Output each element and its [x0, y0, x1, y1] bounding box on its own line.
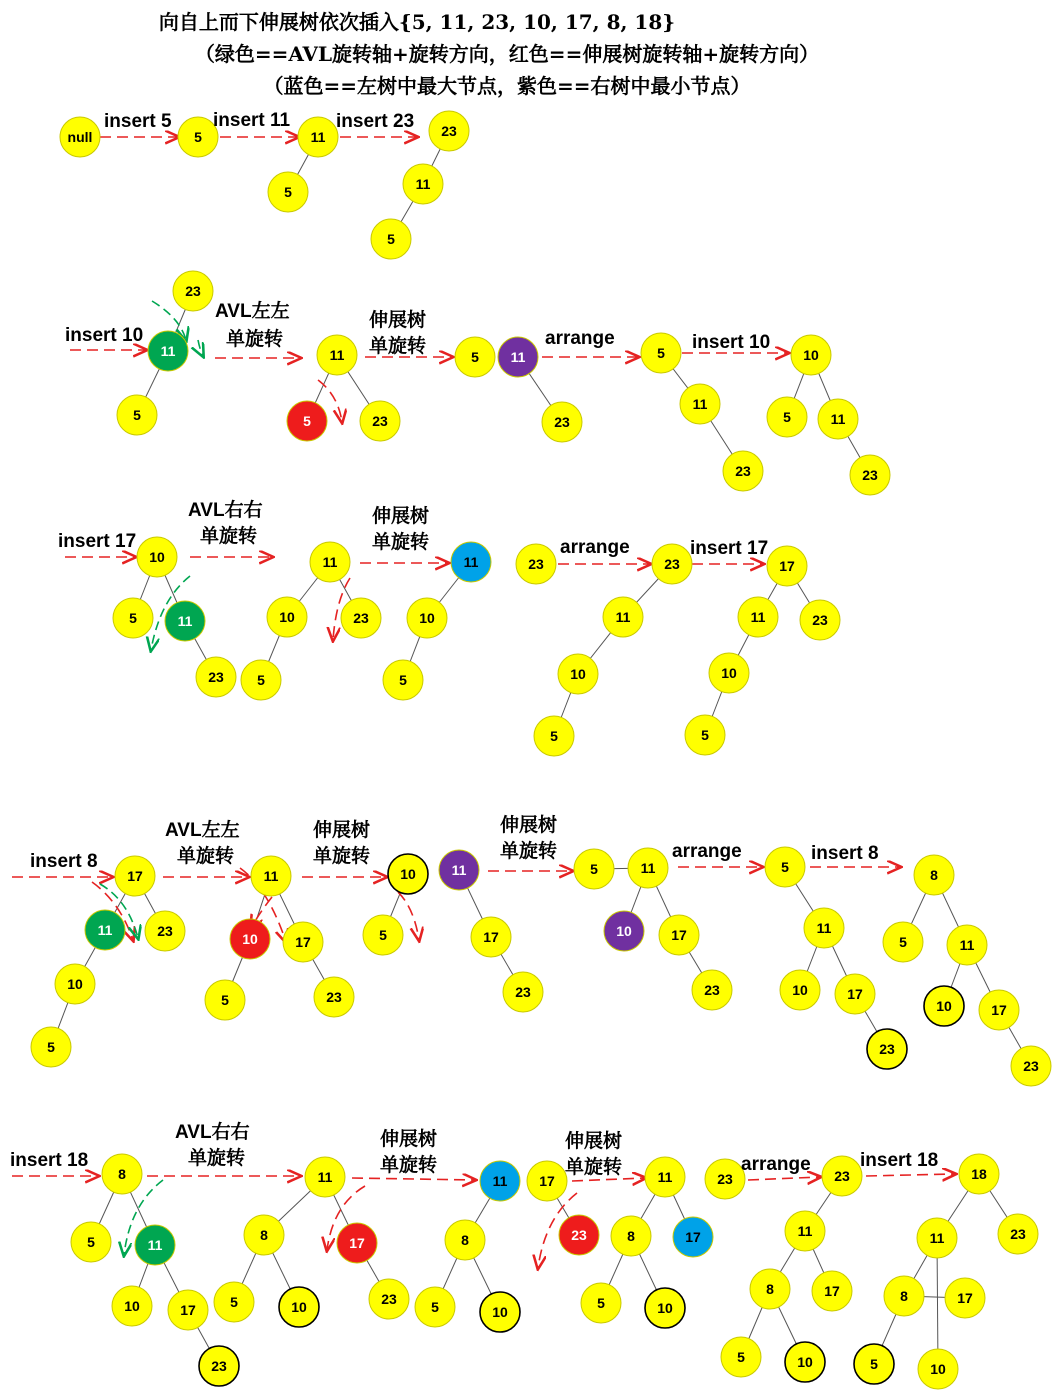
- node-value: 17: [483, 929, 499, 945]
- tree-node: [230, 919, 270, 959]
- step-label: insert 8: [811, 843, 879, 864]
- step-label: AVL左左: [165, 820, 240, 841]
- step-label: 单旋转: [380, 1155, 438, 1176]
- tree-node: [415, 1287, 455, 1327]
- node-value: 11: [959, 937, 975, 953]
- node-value: 5: [257, 672, 265, 688]
- tree-node: [137, 537, 177, 577]
- tree-node: [791, 335, 831, 375]
- node-value: 17: [991, 1002, 1007, 1018]
- tree-node: [785, 1342, 825, 1382]
- tree-node: [145, 911, 185, 951]
- node-value: 23: [879, 1041, 895, 1057]
- node-value: null: [67, 129, 93, 145]
- node-value: 5: [550, 728, 558, 744]
- step-label: 单旋转: [226, 329, 284, 350]
- step-label: insert 18: [10, 1150, 89, 1171]
- tree-node: [388, 854, 428, 894]
- node-value: 10: [657, 1300, 673, 1316]
- node-value: 10: [400, 866, 416, 882]
- node-value: 11: [322, 554, 338, 570]
- node-value: 11: [160, 343, 176, 359]
- tree-node: [581, 1283, 621, 1323]
- node-value: 23: [353, 610, 369, 626]
- node-value: 8: [461, 1232, 469, 1248]
- title-line-2: （绿色==AVL旋转轴+旋转方向，红色==伸展树旋转轴+旋转方向）: [194, 42, 820, 66]
- node-value: 10: [291, 1299, 307, 1315]
- node-value: 17: [295, 934, 311, 950]
- node-value: 23: [441, 123, 457, 139]
- node-value: 23: [381, 1291, 397, 1307]
- step-label: insert 17: [58, 531, 137, 552]
- tree-node: [542, 402, 582, 442]
- node-value: 8: [930, 867, 938, 883]
- tree-node: [628, 848, 668, 888]
- node-value: 23: [211, 1358, 227, 1374]
- node-value: 5: [899, 934, 907, 950]
- tree-node: [812, 1271, 852, 1311]
- tree-node: [917, 1218, 957, 1258]
- tree-node: [516, 544, 556, 584]
- node-value: 10: [149, 549, 165, 565]
- step-label: arrange: [672, 841, 742, 862]
- node-value: 17: [779, 558, 795, 574]
- step-label: 伸展树: [369, 310, 427, 331]
- tree-node: [692, 970, 732, 1010]
- node-value: 10: [803, 347, 819, 363]
- flow-arrow: [352, 1178, 475, 1180]
- step-label: 单旋转: [372, 532, 430, 553]
- node-value: 17: [824, 1283, 840, 1299]
- node-value: 17: [127, 868, 143, 884]
- node-value: 10: [930, 1361, 946, 1377]
- node-value: 5: [870, 1356, 878, 1372]
- step-label: arrange: [545, 328, 615, 349]
- tree-node: [244, 1215, 284, 1255]
- step-label: insert 10: [65, 325, 144, 346]
- node-value: 5: [284, 184, 292, 200]
- node-value: 11: [317, 1169, 333, 1185]
- tree-node: [85, 910, 125, 950]
- tree-node: [148, 331, 188, 371]
- node-value: 23: [372, 413, 388, 429]
- tree-node: [317, 335, 357, 375]
- node-value: 11: [797, 1223, 813, 1239]
- tree-node: [947, 925, 987, 965]
- node-value: 23: [157, 923, 173, 939]
- tree-node: [287, 401, 327, 441]
- tree-node: [360, 401, 400, 441]
- node-value: 11: [657, 1169, 673, 1185]
- node-value: 5: [129, 610, 137, 626]
- tree-node: [298, 117, 338, 157]
- tree-node: [178, 117, 218, 157]
- tree-node: [574, 849, 614, 889]
- tree-node: [503, 972, 543, 1012]
- step-label: arrange: [560, 537, 630, 558]
- node-value: 10: [616, 923, 632, 939]
- tree-node: [765, 847, 805, 887]
- node-value: 11: [451, 862, 467, 878]
- tree-node: [883, 922, 923, 962]
- flow-arrow: [748, 1177, 820, 1180]
- step-label: 单旋转: [200, 526, 258, 547]
- step-label: arrange: [741, 1154, 811, 1175]
- node-value: 11: [310, 129, 326, 145]
- node-value: 10: [124, 1298, 140, 1314]
- node-value: 5: [471, 349, 479, 365]
- tree-node: [767, 546, 807, 586]
- node-value: 10: [492, 1304, 508, 1320]
- tree-node: [480, 1292, 520, 1332]
- node-value: 11: [492, 1173, 508, 1189]
- node-value: 23: [208, 669, 224, 685]
- tree-node: [115, 856, 155, 896]
- tree-node: [268, 172, 308, 212]
- tree-node: [112, 1286, 152, 1326]
- tree-node: [645, 1288, 685, 1328]
- tree-node: [959, 1154, 999, 1194]
- node-value: 11: [692, 396, 708, 412]
- tree-node: [527, 1161, 567, 1201]
- node-value: 23: [1010, 1226, 1026, 1242]
- node-value: 23: [834, 1168, 850, 1184]
- tree-node: [168, 1290, 208, 1330]
- tree-node: [785, 1211, 825, 1251]
- tree-node: [31, 1027, 71, 1067]
- tree-node: [822, 1156, 862, 1196]
- step-label: 单旋转: [565, 1157, 623, 1178]
- tree-node: [165, 601, 205, 641]
- node-value: 11: [510, 349, 526, 365]
- node-value: 23: [554, 414, 570, 430]
- tree-node: [439, 850, 479, 890]
- tree-node: [337, 1223, 377, 1263]
- step-label: insert 23: [336, 111, 415, 132]
- tree-node: [800, 600, 840, 640]
- node-value: 23: [326, 989, 342, 1005]
- node-value: 23: [515, 984, 531, 1000]
- node-value: 18: [971, 1166, 987, 1182]
- step-label: 伸展树: [372, 506, 430, 527]
- tree-node: [214, 1282, 254, 1322]
- tree-node: [945, 1278, 985, 1318]
- node-value: 17: [957, 1290, 973, 1306]
- tree-node: [854, 1344, 894, 1384]
- tree-node: [645, 1157, 685, 1197]
- flow-arrow: [866, 1174, 955, 1176]
- node-value: 11: [830, 411, 846, 427]
- node-value: 8: [118, 1166, 126, 1182]
- tree-node: [310, 542, 350, 582]
- tree-node: [603, 597, 643, 637]
- node-value: 17: [671, 927, 687, 943]
- node-value: 8: [766, 1281, 774, 1297]
- node-value: 11: [750, 609, 766, 625]
- step-label: 伸展树: [500, 815, 558, 836]
- tree-node: [407, 598, 447, 638]
- node-value: 5: [87, 1234, 95, 1250]
- step-label: insert 10: [692, 332, 771, 353]
- tree-node: [117, 395, 157, 435]
- node-value: 23: [812, 612, 828, 628]
- tree-node: [850, 455, 890, 495]
- node-value: 5: [783, 409, 791, 425]
- node-value: 10: [279, 609, 295, 625]
- tree-node: [835, 974, 875, 1014]
- tree-node: [559, 1215, 599, 1255]
- step-label: insert 18: [860, 1150, 939, 1171]
- node-value: 17: [847, 986, 863, 1002]
- tree-node: [205, 980, 245, 1020]
- node-value: 10: [721, 665, 737, 681]
- avl-rotation-arrow: [198, 340, 203, 356]
- node-value: 11: [147, 1237, 163, 1253]
- node-value: 23: [704, 982, 720, 998]
- tree-node: [498, 337, 538, 377]
- node-value: 23: [1023, 1058, 1039, 1074]
- node-value: 5: [303, 413, 311, 429]
- tree-node: [455, 337, 495, 377]
- step-label: 单旋转: [313, 846, 371, 867]
- tree-node: [979, 990, 1019, 1030]
- tree-node: [445, 1220, 485, 1260]
- node-value: 10: [67, 976, 83, 992]
- node-value: 5: [781, 859, 789, 875]
- tree-node: [173, 271, 213, 311]
- node-value: 5: [133, 407, 141, 423]
- step-label: AVL右右: [175, 1122, 250, 1143]
- step-label: 单旋转: [369, 336, 427, 357]
- tree-node: [780, 970, 820, 1010]
- tree-node: [480, 1161, 520, 1201]
- tree-node: [135, 1225, 175, 1265]
- tree-node: [429, 111, 469, 151]
- node-value: 5: [221, 992, 229, 1008]
- node-value: 11: [615, 609, 631, 625]
- tree-node: [767, 397, 807, 437]
- tree-node: [279, 1287, 319, 1327]
- node-value: 5: [47, 1039, 55, 1055]
- tree-node: [102, 1154, 142, 1194]
- step-label: 单旋转: [188, 1148, 246, 1169]
- tree-node: [652, 544, 692, 584]
- tree-node: [685, 715, 725, 755]
- title-line-3: （蓝色==左树中最大节点，紫色==右树中最小节点）: [263, 74, 751, 98]
- tree-node: [884, 1276, 924, 1316]
- step-label: insert 8: [30, 851, 98, 872]
- tree-node: [705, 1159, 745, 1199]
- tree-node: [196, 657, 236, 697]
- tree-node: [558, 654, 598, 694]
- node-value: 8: [260, 1227, 268, 1243]
- node-value: 8: [900, 1288, 908, 1304]
- tree-node: [267, 597, 307, 637]
- tree-node: [55, 964, 95, 1004]
- tree-node: [738, 597, 778, 637]
- tree-node: [241, 660, 281, 700]
- tree-node: [369, 1279, 409, 1319]
- tree-node: [709, 653, 749, 693]
- step-label: insert 17: [690, 538, 769, 559]
- node-value: 11: [97, 922, 113, 938]
- tree-node: [804, 908, 844, 948]
- node-value: 5: [431, 1299, 439, 1315]
- step-label: AVL左左: [215, 301, 290, 322]
- node-value: 5: [701, 727, 709, 743]
- node-value: 17: [539, 1173, 555, 1189]
- node-value: 10: [242, 931, 258, 947]
- tree-node: [113, 598, 153, 638]
- tree-node: [680, 384, 720, 424]
- tree-node: [723, 451, 763, 491]
- tree-node: [383, 660, 423, 700]
- node-value: 23: [862, 467, 878, 483]
- tree-node: [914, 855, 954, 895]
- node-value: 10: [936, 998, 952, 1014]
- tree-node: [750, 1269, 790, 1309]
- tree-node: [721, 1337, 761, 1377]
- step-label: 伸展树: [313, 820, 371, 841]
- tree-node: [451, 542, 491, 582]
- node-value: 17: [349, 1235, 365, 1251]
- step-label: 单旋转: [177, 846, 235, 867]
- tree-node: [604, 911, 644, 951]
- tree-node: [199, 1346, 239, 1386]
- node-value: 23: [664, 556, 680, 572]
- tree-node: [998, 1214, 1038, 1254]
- tree-node: [363, 915, 403, 955]
- step-label: 伸展树: [565, 1131, 623, 1152]
- node-value: 11: [415, 176, 431, 192]
- tree-node: [611, 1216, 651, 1256]
- node-value: 11: [177, 613, 193, 629]
- flow-arrow: [572, 1178, 645, 1181]
- tree-node: [371, 219, 411, 259]
- node-value: 17: [180, 1302, 196, 1318]
- tree-node: [341, 598, 381, 638]
- node-value: 10: [797, 1354, 813, 1370]
- tree-node: [818, 399, 858, 439]
- node-value: 5: [737, 1349, 745, 1365]
- node-value: 17: [685, 1229, 701, 1245]
- step-label: insert 11: [213, 110, 291, 131]
- tree-node: [60, 117, 100, 157]
- node-value: 23: [717, 1171, 733, 1187]
- tree-node: [305, 1157, 345, 1197]
- step-label: 单旋转: [500, 841, 558, 862]
- tree-node: [659, 915, 699, 955]
- tree-node: [534, 716, 574, 756]
- step-label: AVL右右: [188, 500, 263, 521]
- tree-node: [1011, 1046, 1051, 1086]
- node-value: 5: [230, 1294, 238, 1310]
- tree-node: [924, 986, 964, 1026]
- node-value: 23: [528, 556, 544, 572]
- tree-node: [867, 1029, 907, 1069]
- node-value: 23: [735, 463, 751, 479]
- node-value: 11: [929, 1230, 945, 1246]
- node-value: 5: [657, 345, 665, 361]
- node-value: 5: [387, 231, 395, 247]
- node-value: 11: [816, 920, 832, 936]
- node-value: 8: [627, 1228, 635, 1244]
- node-value: 5: [194, 129, 202, 145]
- tree-node: [918, 1349, 958, 1389]
- node-value: 23: [185, 283, 201, 299]
- node-value: 11: [263, 868, 279, 884]
- node-value: 10: [570, 666, 586, 682]
- node-value: 10: [419, 610, 435, 626]
- tree-node: [283, 922, 323, 962]
- tree-node: [471, 917, 511, 957]
- node-value: 5: [597, 1295, 605, 1311]
- node-value: 11: [463, 554, 479, 570]
- tree-node: [314, 977, 354, 1017]
- node-value: 11: [640, 860, 656, 876]
- node-value: 5: [399, 672, 407, 688]
- tree-node: [673, 1217, 713, 1257]
- step-label: 伸展树: [380, 1129, 438, 1150]
- tree-node: [71, 1222, 111, 1262]
- node-value: 23: [571, 1227, 587, 1243]
- node-value: 5: [590, 861, 598, 877]
- title-line-1: 向自上而下伸展树依次插入{5, 11, 23, 10, 17, 8, 18}: [158, 10, 676, 34]
- node-value: 11: [329, 347, 345, 363]
- tree-node: [251, 856, 291, 896]
- tree-node: [403, 164, 443, 204]
- node-value: 5: [379, 927, 387, 943]
- node-value: 10: [792, 982, 808, 998]
- tree-node: [641, 333, 681, 373]
- step-label: insert 5: [104, 111, 172, 132]
